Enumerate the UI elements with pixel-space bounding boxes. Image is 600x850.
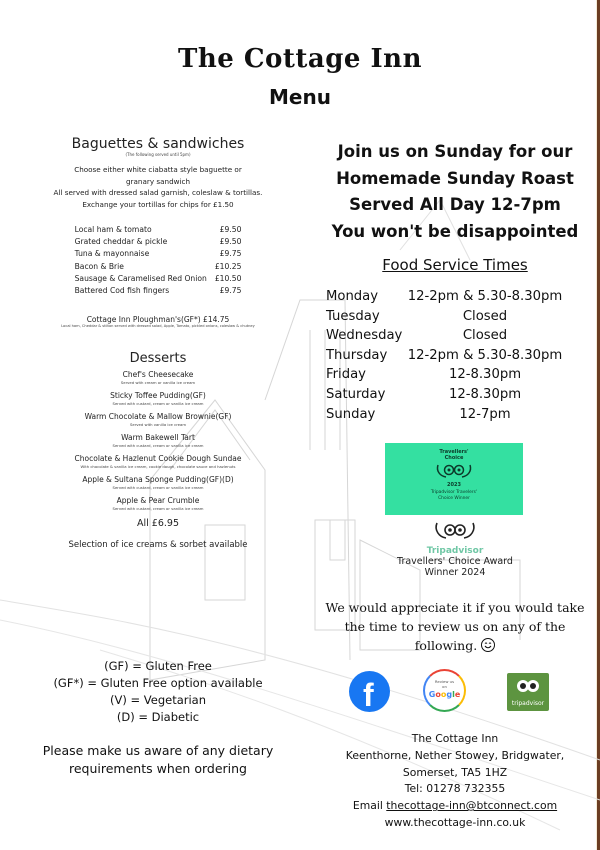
time-value: 12-8.30pm (448, 386, 522, 402)
legend-item: (GF) = Gluten Free (104, 659, 212, 673)
service-times-table (326, 289, 588, 426)
hours-row (326, 348, 588, 368)
dessert-name: Apple & Pear Crumble (116, 496, 200, 506)
desserts-section (22, 351, 294, 550)
dessert-item (22, 370, 294, 386)
smiley-icon (481, 638, 495, 652)
facebook-review-link[interactable] (349, 671, 390, 712)
hours-row (326, 387, 588, 407)
promo-line: Join us on Sunday for our (337, 142, 573, 161)
hours-row (326, 309, 588, 329)
menu-item-row (75, 248, 242, 260)
day-label: Saturday (326, 386, 386, 402)
dietary-requirements-note (18, 742, 298, 778)
hours-row (326, 407, 588, 427)
dessert-name: Warm Chocolate & Mallow Brownie(GF) (84, 412, 232, 422)
item-price: £9.75 (219, 286, 242, 296)
baguettes-heading: Baguettes & sandwiches (71, 136, 245, 152)
google-logo-icon: Google (428, 690, 461, 699)
item-price: £10.50 (214, 273, 242, 283)
dessert-price: All £6.95 (137, 518, 179, 530)
intro-line: Exchange your tortillas for chips for £1.50 (82, 199, 234, 209)
dessert-item (22, 475, 294, 491)
tripadvisor-owl-laurel-icon (434, 461, 474, 479)
item-name: Tuna & mayonnaise (74, 249, 150, 259)
google-caption-line: Review us (434, 679, 455, 684)
badge-caption-line: Choice Winner (438, 496, 470, 501)
badge-title-line: Travellers' (439, 449, 469, 455)
dessert-description: Served with custard, cream or vanilla ice cream (112, 485, 204, 491)
promo-line: You won't be disappointed (331, 221, 579, 241)
time-value: 12-7pm (459, 406, 511, 422)
ploughmans-title: Cottage Inn Ploughman's(GF*) £14.75 (86, 315, 230, 325)
menu-item-row (75, 261, 242, 273)
award-brand: Tripadvisor (426, 546, 484, 556)
service-times-heading: Food Service Times (382, 256, 528, 274)
dietary-line: requirements when ordering (68, 761, 247, 776)
restaurant-name: The Cottage Inn (178, 44, 422, 74)
dessert-description: Served with custard, cream or vanilla ice cream (112, 506, 204, 512)
time-value: 12-2pm & 5.30-8.30pm (407, 347, 563, 363)
travellers-choice-2023-badge (385, 443, 523, 515)
contact-details (310, 731, 600, 832)
item-price: £10.25 (214, 261, 242, 271)
dessert-description: With chocolate & vanilla ice cream, cookie dough, chocolate sauce and hazlenuts (80, 464, 236, 470)
dessert-item (22, 454, 294, 470)
dessert-item (22, 496, 294, 512)
website[interactable]: www.thecottage-inn.co.uk (384, 815, 526, 829)
promo-line: Served All Day 12-7pm (349, 195, 561, 214)
google-review-caption (425, 680, 464, 689)
left-column (22, 136, 294, 550)
sandwich-price-list (75, 224, 242, 297)
dessert-item (22, 391, 294, 407)
dessert-name: Sticky Toffee Pudding(GF) (110, 391, 206, 401)
time-value: 12-8.30pm (448, 367, 522, 383)
item-name: Grated cheddar & pickle (74, 237, 168, 247)
legend-item: (V) = Vegetarian (109, 693, 207, 707)
badge-title-line: Choice (444, 455, 464, 461)
intro-line: granary sandwich (125, 176, 191, 186)
dietary-legend (22, 658, 294, 726)
baguettes-serving-note: (The following served until 5pm) (125, 152, 191, 157)
menu-heading: Menu (269, 85, 331, 109)
item-name: Sausage & Caramelised Red Onion (74, 273, 207, 283)
review-line: We would appreciate it if you would take (325, 600, 585, 615)
facebook-icon: f (363, 677, 374, 713)
menu-item-row (75, 285, 242, 297)
badge-caption (385, 490, 523, 502)
review-request (310, 598, 600, 655)
intro-line: All served with dressed salad garnish, coleslaw & tortillas. (53, 188, 263, 197)
email-row (310, 798, 600, 815)
time-value: 12-2pm & 5.30-8.30pm (407, 289, 563, 304)
badge-year: 2023 (447, 482, 461, 488)
hours-row (326, 367, 588, 387)
item-name: Bacon & Brie (74, 261, 124, 271)
award-line: Travellers' Choice Award (397, 556, 513, 567)
promo-line: Homemade Sunday Roast (336, 168, 574, 188)
day-label: Thursday (326, 347, 388, 363)
google-review-link[interactable] (423, 669, 466, 712)
ploughmans-description: Local ham, Cheddar & stilton served with dressed salad, Apple, Tomato, pickled onions, coleslaw & chutney (61, 324, 255, 329)
day-label: Monday (326, 289, 379, 304)
hours-row (326, 289, 588, 309)
contact-name: The Cottage Inn (411, 732, 499, 745)
hours-row (326, 328, 588, 348)
google-caption-line: on (442, 683, 447, 689)
badge-title (385, 449, 523, 461)
item-price: £9.50 (219, 225, 242, 234)
legend-item: (D) = Diabetic (116, 710, 200, 724)
item-price: £9.50 (219, 237, 242, 247)
baguettes-intro (22, 164, 294, 210)
time-value: Closed (462, 308, 508, 324)
tripadvisor-owl-icon (515, 678, 541, 694)
legend-item: (GF*) = Gluten Free option available (53, 676, 263, 690)
review-line-text: following. (414, 638, 478, 653)
tripadvisor-owl-laurel-icon (433, 520, 477, 540)
travellers-choice-2024-award (380, 520, 530, 578)
item-name: Battered Cod fish fingers (74, 286, 170, 296)
address-line: Keenthorne, Nether Stowey, Bridgwater, (345, 748, 565, 762)
day-label: Wednesday (326, 328, 403, 344)
menu-item-row (75, 224, 242, 236)
dessert-description: Served with custard, cream or vanilla ice cream (112, 443, 204, 449)
dessert-item (22, 433, 294, 449)
dessert-item (22, 412, 294, 428)
award-line: Winner 2024 (424, 567, 486, 578)
email-label: Email (352, 799, 387, 813)
tripadvisor-label: tripadvisor (511, 700, 545, 707)
day-label: Friday (326, 367, 366, 383)
address-line: Somerset, TA5 1HZ (402, 765, 508, 779)
intro-line: Choose either white ciabatta style baguette or (74, 165, 242, 174)
item-name: Local ham & tomato (74, 225, 152, 234)
telephone: Tel: 01278 732355 (404, 782, 506, 796)
tripadvisor-review-link[interactable] (507, 673, 549, 711)
menu-item-row (75, 236, 242, 248)
time-value: Closed (462, 328, 508, 344)
item-price: £9.75 (219, 249, 242, 259)
sunday-roast-promo (310, 139, 600, 245)
dessert-name: Chef's Cheesecake (122, 370, 194, 380)
dessert-description: Served with vanilla ice cream (129, 422, 187, 428)
dessert-name: Apple & Sultana Sponge Pudding(GF)(D) (82, 475, 234, 485)
badge-caption-line: Tripadvisor Travelers' (430, 490, 478, 495)
day-label: Sunday (326, 406, 376, 422)
dessert-name: Chocolate & Hazlenut Cookie Dough Sundae (74, 454, 242, 464)
menu-item-row (75, 273, 242, 285)
review-line: the time to review us on any of the (344, 619, 566, 634)
dessert-description: Served with cream or vanilla ice cream (120, 380, 196, 386)
desserts-heading: Desserts (129, 351, 187, 367)
ice-cream-note: Selection of ice creams & sorbet available (68, 540, 248, 551)
email-link[interactable]: thecottage-inn@btconnect.com (386, 799, 558, 813)
dessert-description: Served with custard, cream or vanilla ice cream (112, 401, 204, 407)
dietary-line: Please make us aware of any dietary (42, 743, 274, 758)
dessert-name: Warm Bakewell Tart (121, 433, 195, 443)
day-label: Tuesday (326, 308, 380, 324)
review-line (310, 636, 600, 655)
